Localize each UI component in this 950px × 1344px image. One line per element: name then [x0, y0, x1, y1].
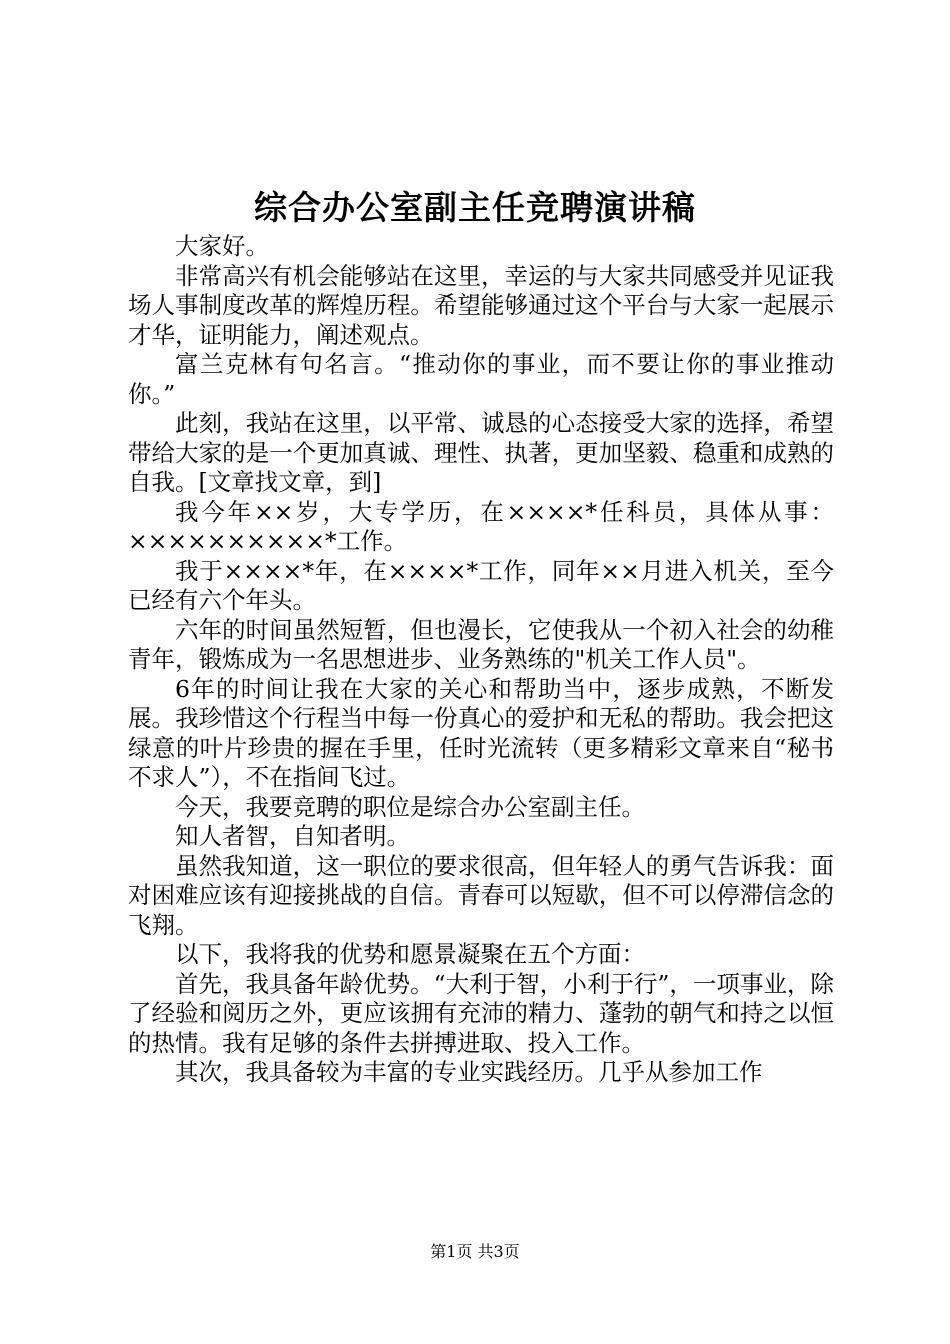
paragraph: 知人者智，自知者明。	[175, 822, 410, 850]
paragraph: 大家好。	[175, 232, 269, 260]
paragraph: 今天，我要竞聘的职位是综合办公室副主任。	[175, 792, 645, 821]
paragraph: 以下，我将我的优势和愿景凝聚在五个方面：	[175, 940, 645, 968]
paragraph: 虽然我知道，这一职位的要求很高，但年轻人的勇气告诉我：面对困难应该有迎接挑战的自信。青春可以短歇，但不可以停滞信念的飞翔。	[128, 851, 834, 939]
paragraph: 富兰克林有句名言。“推动你的事业，而不要让你的事业推动你。”	[128, 350, 834, 408]
paragraph: 其次，我具备较为丰富的专业实践经历。几乎从参加工作	[175, 1058, 763, 1086]
paragraph: 首先，我具备年龄优势。“大利于智，小利于行”，一项事业，除了经验和阅历之外，更应该拥有充沛的精力、蓬勃的朝气和持之以恒的热情。我有足够的条件去拼搏进取、投入工作。	[128, 969, 834, 1057]
document-title: 综合办公室副主任竞聘演讲稿	[254, 188, 696, 227]
paragraph: 我今年××岁，大专学历，在××××*任科员，具体从事：××××××××××*工作。	[128, 497, 834, 555]
paragraph: 此刻，我站在这里，以平常、诚恳的心态接受大家的选择，希望带给大家的是一个更加真诚、理性、执著，更加坚毅、稳重和成熟的自我。[文章找文章，到]	[128, 409, 834, 496]
paragraph: 6年的时间让我在大家的关心和帮助当中，逐步成熟，不断发展。我珍惜这个行程当中每一份真心的爱护和无私的帮助。我会把这绿意的叶片珍贵的握在手里，任时光流转（更多精彩文章来自“秘书不求人”），不在指间飞过。	[128, 674, 834, 791]
page-number-footer: 第1页 共3页	[430, 1242, 520, 1261]
paragraph: 我于××××*年，在××××*工作，同年××月进入机关，至今已经有六个年头。	[128, 556, 834, 614]
paragraph: 非常高兴有机会能够站在这里，幸运的与大家共同感受并见证我场人事制度改革的辉煌历程。希望能够通过这个平台与大家一起展示才华，证明能力，阐述观点。	[128, 261, 834, 349]
document-body	[128, 232, 834, 1088]
paragraph: 六年的时间虽然短暂，但也漫长，它使我从一个初入社会的幼稚青年，锻炼成为一名思想进步、业务熟练的"机关工作人员"。	[128, 615, 834, 673]
